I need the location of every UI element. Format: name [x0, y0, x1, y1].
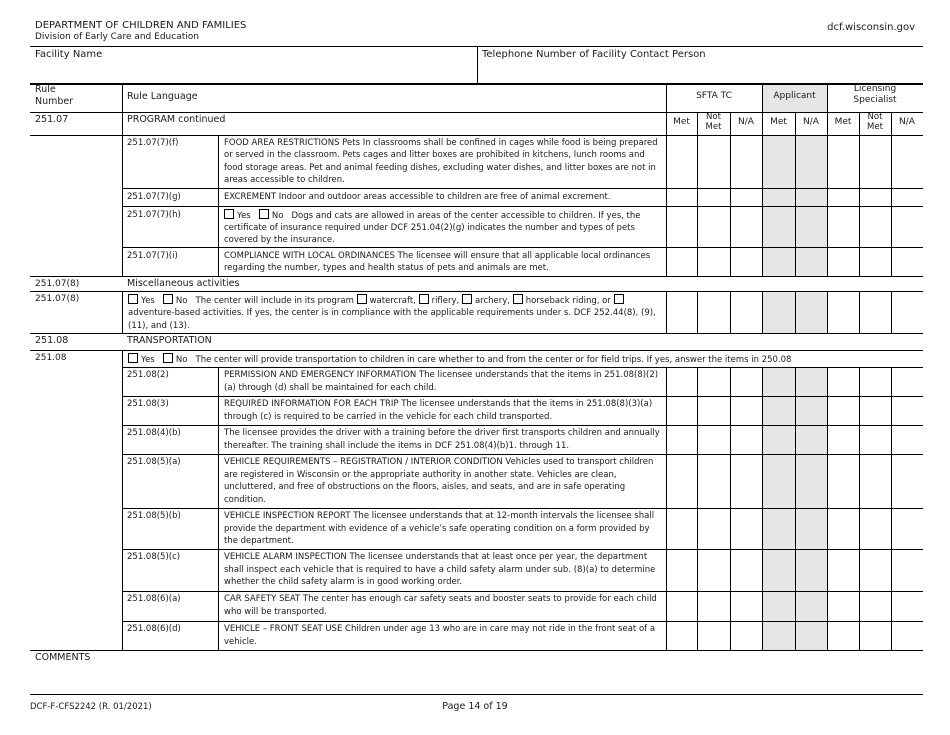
- rule-number: 251.07(7)(h): [127, 210, 181, 220]
- rule-text-pets: Yes No Dogs and cats are allowed in areas of the center accessible to children. If yes, the certificate of insurance required under DCF 251.04(2)(g) indicates the number and types of pets covered by the insurance.: [224, 211, 641, 245]
- transport-number-2: 251.08: [35, 353, 67, 363]
- comments-input[interactable]: [30, 666, 923, 692]
- section-251-07-title: PROGRAM continued: [127, 114, 226, 125]
- form-id: DCF-F-CFS2242 (R. 01/2021): [30, 702, 152, 712]
- archery-checkbox[interactable]: [462, 294, 472, 304]
- facility-phone-label: Telephone Number of Facility Contact Person: [482, 49, 706, 60]
- rule-number: 251.08(6)(d): [127, 624, 181, 634]
- rule-text: CAR SAFETY SEAT The center has enough car safety seats and booster seats to provide for each child who will be transported.: [224, 594, 657, 617]
- division-name: Division of Early Care and Education: [35, 32, 199, 42]
- col-rule-number: Rule Number: [35, 84, 74, 107]
- rule-text: EXCREMENT Indoor and outdoor areas accessible to children are free of animal excrement.: [224, 192, 611, 202]
- rule-number: 251.08(2): [127, 370, 169, 380]
- misc-no-checkbox[interactable]: [163, 294, 173, 304]
- rule-text: VEHICLE INSPECTION REPORT The licensee understands that at 12-month intervals the licensee shall provide the department with evidence of a vehicle’s safe operating condition on a form provided by the department.: [224, 511, 655, 546]
- transport-title: TRANSPORTATION: [127, 335, 212, 346]
- pets-no-checkbox[interactable]: [259, 209, 269, 219]
- col-applicant: Applicant: [773, 91, 816, 101]
- rule-number: 251.08(3): [127, 399, 169, 409]
- specialist-not-met-header: Not Met: [867, 112, 883, 132]
- rule-text: PERMISSION AND EMERGENCY INFORMATION The licensee understands that the items in 251.08(8)(2)(a) through (d) shall be maintained for each child.: [224, 370, 659, 393]
- misc-number: 251.07(8): [35, 279, 80, 289]
- misc-number-2: 251.07(8): [35, 294, 80, 304]
- section-251-07-number: 251.07: [35, 114, 69, 125]
- facility-name-label: Facility Name: [35, 49, 103, 60]
- rule-text: VEHICLE – FRONT SEAT USE Children under age 13 who are in care may not ride in the front seat of a vehicle.: [224, 624, 656, 647]
- rule-number: 251.08(5)(c): [127, 552, 181, 562]
- col-rule-language: Rule Language: [127, 91, 198, 102]
- watercraft-checkbox[interactable]: [357, 294, 367, 304]
- rule-text: The licensee provides the driver with a training before the driver first transports children and annually thereafter. The training shall include the items in DCF 251.08(4)(b)1. through 11.: [224, 428, 660, 451]
- riflery-checkbox[interactable]: [419, 294, 429, 304]
- rule-number: 251.08(6)(a): [127, 594, 181, 604]
- rule-text: VEHICLE ALARM INSPECTION The licensee understands that at least once per year, the department shall inspect each vehicle that is required to have a child safety alarm under sub. (8)(a) to determine whether the child safety alarm is in good working order.: [224, 552, 656, 587]
- pets-yes-checkbox[interactable]: [224, 209, 234, 219]
- rule-number: 251.08(5)(a): [127, 457, 181, 467]
- rule-text: COMPLIANCE WITH LOCAL ORDINANCES The licensee will ensure that all applicable local ordinances regarding the number, types and health status of pets and animals are met.: [224, 251, 651, 274]
- applicant-na-header: N/A: [803, 117, 819, 127]
- applicant-met-header: Met: [770, 117, 787, 127]
- rule-number: 251.08(5)(b): [127, 511, 181, 521]
- rule-text: REQUIRED INFORMATION FOR EACH TRIP The licensee understands that the items in 251.08(8)(3)(a) through (c) is required to be carried in the vehicle for each child transported.: [224, 399, 653, 422]
- transport-no-checkbox[interactable]: [163, 353, 173, 363]
- misc-activities-text: Yes No The center will include in its program watercraft, riflery, archery, horseback riding, or adventure-based activities. If yes, the center is in compliance with the applicable requirements under s. DCF 252.44(8), (9), (11), and (13).: [128, 296, 656, 331]
- comments-label: COMMENTS: [35, 652, 91, 663]
- rule-number: 251.08(4)(b): [127, 428, 181, 438]
- facility-name-input[interactable]: [35, 62, 471, 80]
- website: dcf.wisconsin.gov: [827, 22, 915, 33]
- sfta-na-header: N/A: [738, 117, 754, 127]
- rule-number: 251.07(7)(i): [127, 251, 178, 261]
- department-name: DEPARTMENT OF CHILDREN AND FAMILIES: [35, 20, 247, 31]
- rule-text: VEHICLE REQUIREMENTS – REGISTRATION / INTERIOR CONDITION Vehicles used to transport children are registered in Wisconsin or the appropriate authority in another state. Vehicles are clean, uncluttered, and free of obstructions on the floors, aisles, and seats, and are in safe operating condition.: [224, 457, 654, 505]
- sfta-met-header: Met: [673, 117, 690, 127]
- col-licensing-specialist: Licensing Specialist: [853, 84, 897, 105]
- rule-number: 251.07(7)(f): [127, 138, 179, 148]
- transport-question: Yes No The center will provide transportation to children in care whether to and from the center or for field trips. If yes, answer the items in 250.08: [128, 353, 918, 367]
- col-sfta-tc: SFTA TC: [696, 91, 732, 101]
- rule-text: FOOD AREA RESTRICTIONS Pets In classrooms shall be confined in cages while food is being prepared or served in the classroom. Pets cages and litter boxes are prohibited in kitchens, lunch rooms and food storage areas. Pet and animal feeding dishes, excluding water dishes, and litter boxes are not in areas accessible to children.: [224, 138, 658, 185]
- misc-yes-checkbox[interactable]: [128, 294, 138, 304]
- specialist-na-header: N/A: [899, 117, 915, 127]
- specialist-met-header: Met: [834, 117, 852, 127]
- adventure-checkbox[interactable]: [614, 294, 624, 304]
- misc-title: Miscellaneous activities: [127, 278, 240, 289]
- horseback-checkbox[interactable]: [513, 294, 523, 304]
- rule-number: 251.07(7)(g): [127, 192, 181, 202]
- sfta-not-met-header: Not Met: [705, 112, 722, 132]
- facility-phone-input[interactable]: [482, 62, 918, 80]
- transport-number: 251.08: [35, 335, 69, 346]
- page-number: Page 14 of 19: [442, 701, 508, 712]
- transport-yes-checkbox[interactable]: [128, 353, 138, 363]
